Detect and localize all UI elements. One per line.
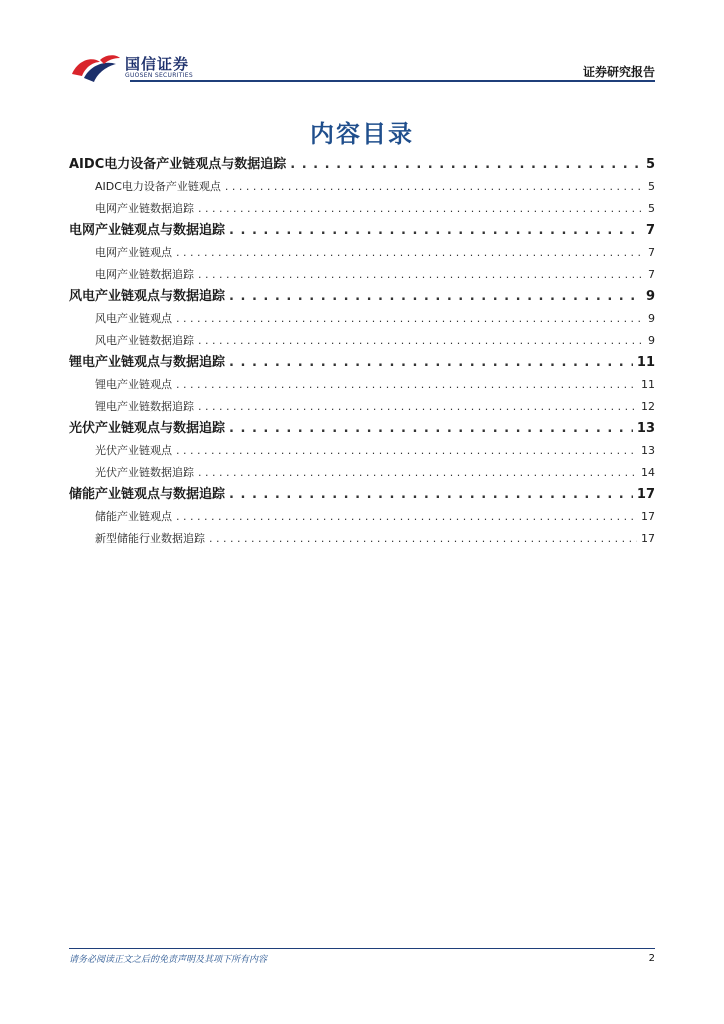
dot-leader: [176, 242, 644, 264]
dot-leader: [229, 483, 633, 506]
toc-entry-label: 风电产业链观点与数据追踪: [69, 289, 226, 304]
toc-entry-label: AIDC电力设备产业链观点: [95, 180, 221, 193]
toc-entry-page: 7: [648, 267, 655, 281]
toc-entry-page: 13: [636, 421, 655, 436]
dot-leader: [229, 285, 642, 308]
toc-entry-label: 电网产业链数据追踪: [95, 267, 194, 281]
toc-section-link[interactable]: [69, 153, 655, 176]
logo-text-en: GUOSEN SECURITIES: [125, 72, 194, 79]
toc-entry-page: 14: [641, 465, 655, 479]
dot-leader: [209, 528, 637, 550]
toc-section-link[interactable]: [69, 351, 655, 374]
toc-entry-page: 11: [641, 378, 655, 391]
toc-entry-page: 17: [636, 487, 655, 502]
toc-title: 内容目录: [310, 120, 414, 148]
toc-entry-label: 储能产业链观点与数据追踪: [69, 487, 226, 502]
dot-leader: [176, 440, 637, 462]
dot-leader: [198, 264, 644, 286]
table-of-contents: [69, 153, 655, 549]
toc-entry-label: 风电产业链数据追踪: [95, 333, 194, 347]
toc-entry-page: 7: [648, 246, 655, 259]
dot-leader: [198, 462, 637, 484]
report-type-label: 证券研究报告: [582, 65, 655, 79]
toc-subsection-link[interactable]: [69, 242, 655, 264]
dot-leader: [229, 417, 633, 440]
toc-entry-label: 电网产业链数据追踪: [95, 201, 194, 215]
toc-subsection-link[interactable]: [69, 198, 655, 220]
toc-entry-label: 新型储能行业数据追踪: [95, 531, 205, 545]
toc-subsection-link[interactable]: [69, 506, 655, 528]
toc-entry-page: 9: [648, 333, 655, 347]
dot-leader: [229, 351, 633, 374]
dot-leader: [198, 330, 644, 352]
toc-entry-label: 光伏产业链数据追踪: [95, 465, 194, 479]
toc-entry-label: 锂电产业链观点与数据追踪: [69, 355, 226, 370]
toc-subsection-link[interactable]: [69, 462, 655, 484]
guosen-logo: [70, 50, 210, 84]
page-number: 2: [648, 953, 655, 964]
toc-entry-page: 11: [636, 355, 655, 370]
toc-entry-label: 储能产业链观点: [95, 510, 172, 523]
toc-section-link[interactable]: [69, 483, 655, 506]
toc-entry-label: 锂电产业链数据追踪: [95, 399, 194, 413]
toc-entry-page: 5: [648, 201, 655, 215]
footer-divider: [69, 948, 655, 949]
toc-entry-label: 风电产业链观点: [95, 312, 172, 325]
dot-leader: [225, 176, 644, 198]
toc-subsection-link[interactable]: [69, 176, 655, 198]
toc-entry-page: 12: [641, 399, 655, 413]
toc-subsection-link[interactable]: [69, 330, 655, 352]
dot-leader: [198, 198, 644, 220]
toc-entry-label: 电网产业链观点: [95, 246, 172, 259]
logo-text-cn: 国信证券: [125, 55, 190, 73]
toc-entry-page: 17: [641, 510, 655, 523]
toc-entry-page: 13: [641, 444, 655, 457]
page-header: [0, 0, 724, 90]
dot-leader: [176, 374, 637, 396]
toc-section-link[interactable]: [69, 219, 655, 242]
guosen-logo-icon: [70, 50, 122, 84]
dot-leader: [176, 308, 644, 330]
toc-entry-label: 光伏产业链观点与数据追踪: [69, 421, 226, 436]
toc-entry-label: 锂电产业链观点: [95, 378, 172, 391]
dot-leader: [176, 506, 637, 528]
dot-leader: [198, 396, 637, 418]
toc-entry-page: 9: [648, 312, 655, 325]
toc-entry-label: 光伏产业链观点: [95, 444, 172, 457]
toc-entry-page: 9: [645, 289, 655, 304]
toc-entry-page: 5: [645, 157, 655, 172]
toc-subsection-link[interactable]: [69, 440, 655, 462]
dot-leader: [290, 153, 642, 176]
toc-subsection-link[interactable]: [69, 308, 655, 330]
toc-subsection-link[interactable]: [69, 528, 655, 550]
toc-subsection-link[interactable]: [69, 374, 655, 396]
toc-entry-page: 5: [648, 180, 655, 193]
toc-entry-label: 电网产业链观点与数据追踪: [69, 223, 226, 238]
dot-leader: [229, 219, 642, 242]
header-divider: [130, 80, 655, 82]
footer-disclaimer: 请务必阅读正文之后的免责声明及其项下所有内容: [69, 955, 268, 965]
toc-subsection-link[interactable]: [69, 396, 655, 418]
toc-section-link[interactable]: [69, 417, 655, 440]
toc-section-link[interactable]: [69, 285, 655, 308]
toc-subsection-link[interactable]: [69, 264, 655, 286]
toc-entry-label: AIDC电力设备产业链观点与数据追踪: [69, 157, 287, 172]
toc-entry-page: 7: [645, 223, 655, 238]
toc-entry-page: 17: [641, 531, 655, 545]
